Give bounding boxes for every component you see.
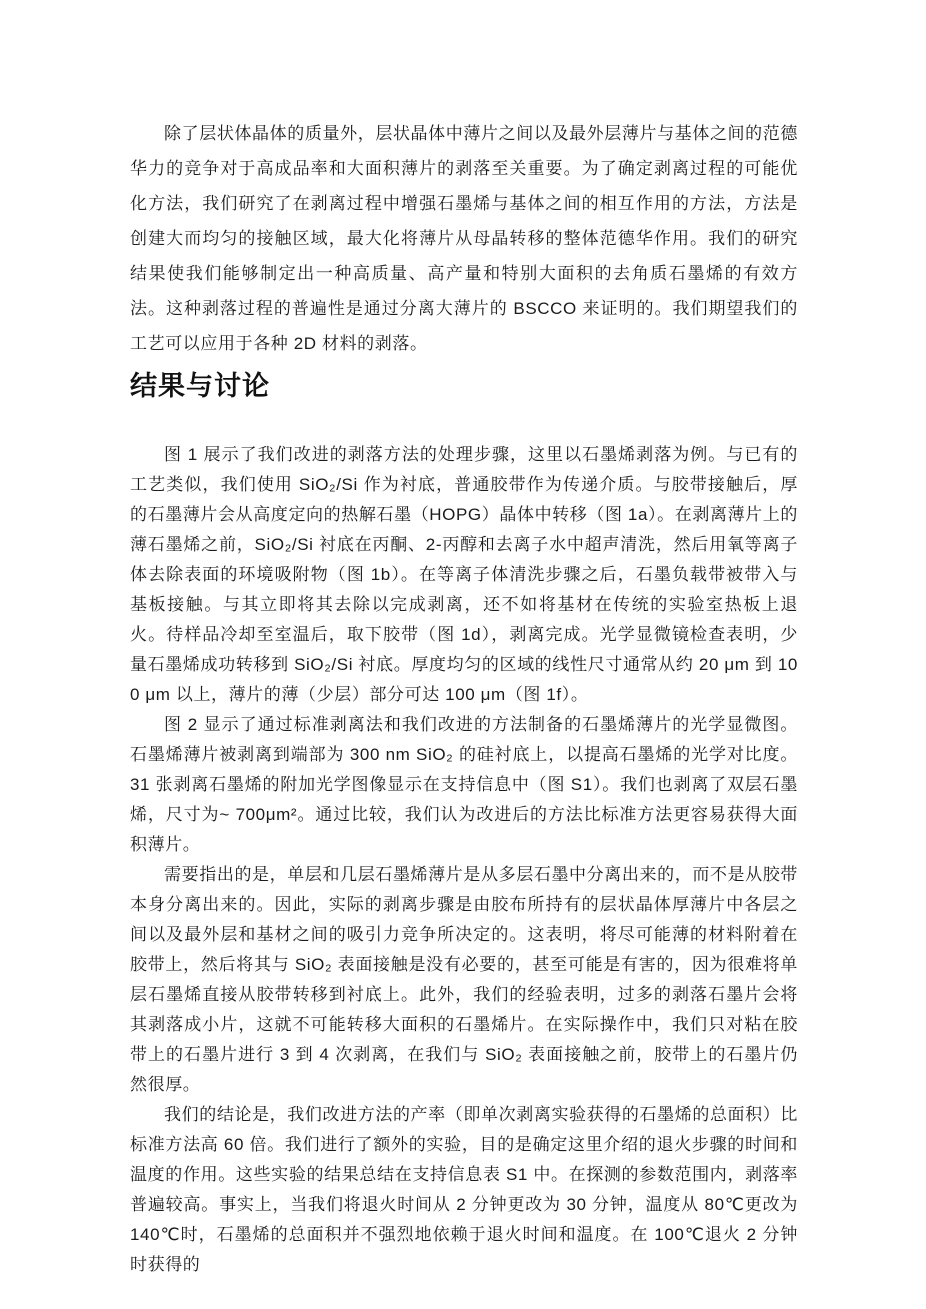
section-heading-results-discussion: 结果与讨论	[130, 371, 270, 401]
paragraph-vdw-competition: 除了层状体晶体的质量外，层状晶体中薄片之间以及最外层薄片与基体之间的范德华力的竞争对于高成品率和大面积薄片的剥落至关重要。为了确定剥离过程的可能优化方法，我们研究了在剥离过程中增强石墨烯与基体之间的相互作用的方法，方法是创建大而均匀的接触区域，最大化将薄片从母晶转移的整体范德华作用。我们的研究结果使我们能够制定出一种高质量、高产量和特别大面积的去角质石墨烯的有效方法。这种剥落过程的普遍性是通过分离大薄片的 BSCCO 来证明的。我们期望我们的工艺可以应用于各种 2D 材料的剥落。	[130, 124, 798, 353]
paragraph-figure1-process-steps: 图 1 展示了我们改进的剥落方法的处理步骤，这里以石墨烯剥落为例。与已有的工艺类似，我们使用 SiO₂/Si 作为衬底，普通胶带作为传递介质。与胶带接触后，厚的石墨薄片会从高度定向的热解石墨（HOPG）晶体中转移（图 1a）。在剥离薄片上的薄石墨烯之前，SiO₂/Si 衬底在丙酮、2-丙醇和去离子水中超声清洗，然后用氧等离子体去除表面的环境吸附物（图 1b）。在等离子体清洗步骤之后，石墨负载带被带入与基板接触。与其立即将其去除以完成剥离，还不如将基材在传统的实验室热板上退火。待样品冷却至室温后，取下胶带（图 1d），剥离完成。光学显微镜检查表明，少量石墨烯成功转移到 SiO₂/Si 衬底。厚度均匀的区域的线性尺寸通常从约 20 μm 到 100 μm 以上，薄片的薄（少层）部分可达 100 μm（图 1f）。	[130, 445, 798, 704]
paragraph-figure2-optical-micrographs: 图 2 显示了通过标准剥离法和我们改进的方法制备的石墨烯薄片的光学显微图。石墨烯薄片被剥离到端部为 300 nm SiO₂ 的硅衬底上，以提高石墨烯的光学对比度。31 张剥离石墨烯的附加光学图像显示在支持信息中（图 S1）。我们也剥离了双层石墨烯，尺寸为~ 700μm²。通过比较，我们认为改进后的方法比标准方法更容易获得大面积薄片。	[130, 715, 798, 854]
paragraph-yield-conclusion: 我们的结论是，我们改进方法的产率（即单次剥离实验获得的石墨烯的总面积）比标准方法高 60 倍。我们进行了额外的实验，目的是确定这里介绍的退火步骤的时间和温度的作用。这些实验的结果总结在支持信息表 S1 中。在探测的参数范围内，剥落率普遍较高。事实上，当我们将退火时间从 2 分钟更改为 30 分钟，温度从 80℃更改为 140℃时，石墨烯的总面积并不强烈地依赖于退火时间和温度。在 100℃退火 2 分钟时获得的	[130, 1105, 798, 1274]
paragraph-cleavage-mechanism: 需要指出的是，单层和几层石墨烯薄片是从多层石墨中分离出来的，而不是从胶带本身分离出来的。因此，实际的剥离步骤是由胶布所持有的层状晶体厚薄片中各层之间以及最外层和基材之间的吸引力竞争所决定的。这表明，将尽可能薄的材料附着在胶带上，然后将其与 SiO₂ 表面接触是没有必要的，甚至可能是有害的，因为很难将单层石墨烯直接从胶带转移到衬底上。此外，我们的经验表明，过多的剥落石墨片会将其剥落成小片，这就不可能转移大面积的石墨烯片。在实际操作中，我们只对粘在胶带上的石墨片进行 3 到 4 次剥离，在我们与 SiO₂ 表面接触之前，胶带上的石墨片仍然很厚。	[130, 865, 798, 1094]
